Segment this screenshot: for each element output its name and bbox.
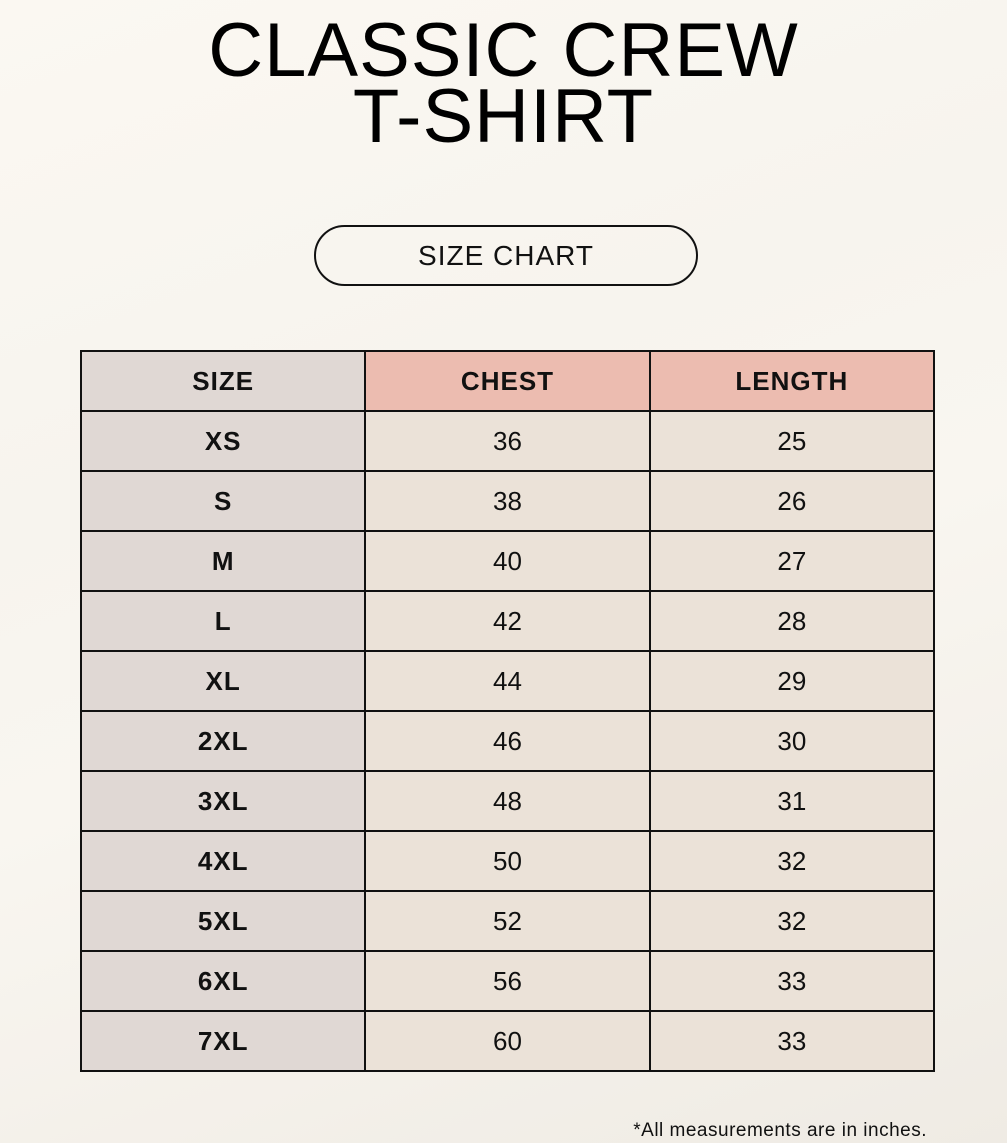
length-cell: 30 [650,711,934,771]
table-row [81,471,934,531]
size-cell: L [81,591,365,651]
size-chart-badge: SIZE CHART [314,225,698,286]
title-line-2: T-SHIRT [352,74,655,159]
length-cell: 28 [650,591,934,651]
length-cell: 33 [650,1011,934,1071]
table-row [81,1011,934,1071]
chest-cell: 60 [365,1011,649,1071]
size-table [80,350,935,1072]
page-title [0,8,1007,159]
table-row [81,711,934,771]
chest-cell: 46 [365,711,649,771]
size-cell: 3XL [81,771,365,831]
size-cell: M [81,531,365,591]
table-row [81,951,934,1011]
size-cell: XS [81,411,365,471]
table-row [81,411,934,471]
length-cell: 31 [650,771,934,831]
size-cell: 4XL [81,831,365,891]
chest-cell: 52 [365,891,649,951]
size-cell: 6XL [81,951,365,1011]
table-row [81,891,934,951]
size-cell: S [81,471,365,531]
measurement-footnote: *All measurements are in inches. [633,1120,927,1141]
chest-cell: 50 [365,831,649,891]
size-cell: 7XL [81,1011,365,1071]
chest-cell: 48 [365,771,649,831]
header-size: SIZE [81,351,365,411]
header-chest: CHEST [365,351,649,411]
length-cell: 32 [650,831,934,891]
size-cell: 5XL [81,891,365,951]
length-cell: 27 [650,531,934,591]
table-header-row [81,351,934,411]
length-cell: 29 [650,651,934,711]
size-cell: 2XL [81,711,365,771]
length-cell: 32 [650,891,934,951]
table-row [81,531,934,591]
title-line-1: CLASSIC CREW [208,8,799,93]
table-row [81,771,934,831]
chest-cell: 42 [365,591,649,651]
chest-cell: 36 [365,411,649,471]
table-row [81,651,934,711]
header-length: LENGTH [650,351,934,411]
length-cell: 26 [650,471,934,531]
chest-cell: 44 [365,651,649,711]
chest-cell: 56 [365,951,649,1011]
table-row [81,591,934,651]
length-cell: 25 [650,411,934,471]
chest-cell: 38 [365,471,649,531]
chest-cell: 40 [365,531,649,591]
table-row [81,831,934,891]
size-cell: XL [81,651,365,711]
length-cell: 33 [650,951,934,1011]
